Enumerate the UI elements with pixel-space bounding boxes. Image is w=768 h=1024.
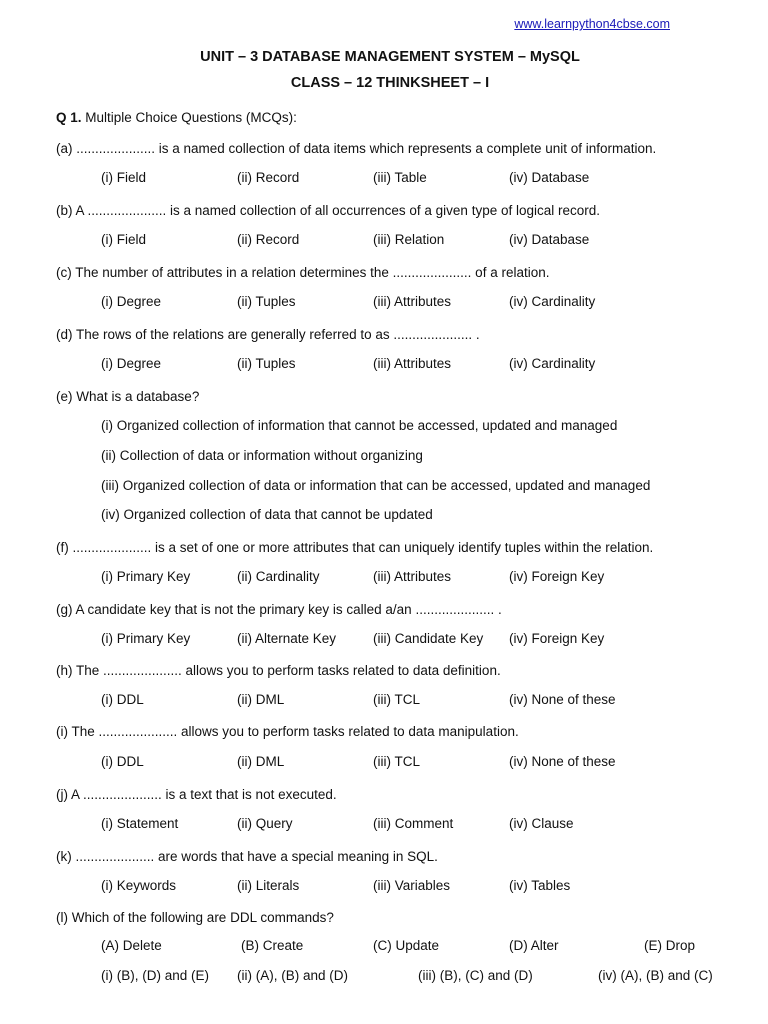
option-l-3: (iii) (B), (C) and (D): [418, 968, 533, 983]
option-h-1: (i) DDL: [101, 692, 144, 707]
option-k-3: (iii) Variables: [373, 878, 451, 893]
option-f-2: (ii) Cardinality: [237, 569, 320, 584]
option-b-4: (iv) Database: [509, 232, 590, 247]
option-g-2: (ii) Alternate Key: [237, 631, 337, 646]
command-b: (B) Create: [241, 938, 304, 953]
option-d-1: (i) Degree: [101, 356, 162, 371]
question-g: (g) A candidate key that is not the primary key is called a/an ..................... .: [56, 602, 502, 617]
option-h-4: (iv) None of these: [509, 692, 616, 707]
q1-label: Q 1.: [56, 110, 82, 125]
question-h: (h) The ..................... allows you to perform tasks related to data definition.: [56, 663, 501, 678]
question-e: (e) What is a database?: [56, 389, 200, 404]
option-j-1: (i) Statement: [101, 816, 179, 831]
page-title: UNIT – 3 DATABASE MANAGEMENT SYSTEM – MySQL: [200, 49, 580, 65]
option-d-4: (iv) Cardinality: [509, 356, 596, 371]
option-d-2: (ii) Tuples: [237, 356, 296, 371]
option-c-1: (i) Degree: [101, 294, 162, 309]
option-j-4: (iv) Clause: [509, 816, 574, 831]
option-b-3: (iii) Relation: [373, 232, 445, 247]
option-g-1: (i) Primary Key: [101, 631, 191, 646]
option-e-1: (i) Organized collection of information that cannot be accessed, updated and managed: [101, 418, 618, 433]
option-f-3: (iii) Attributes: [373, 569, 452, 584]
option-k-2: (ii) Literals: [237, 878, 300, 893]
option-a-4: (iv) Database: [509, 170, 590, 185]
option-e-3: (iii) Organized collection of data or information that can be accessed, updated and managed: [101, 478, 651, 493]
option-a-3: (iii) Table: [373, 170, 427, 185]
option-e-4: (iv) Organized collection of data that cannot be updated: [101, 507, 433, 522]
option-i-3: (iii) TCL: [373, 754, 420, 769]
option-k-1: (i) Keywords: [101, 878, 177, 893]
question-d: (d) The rows of the relations are generally referred to as ..................... .: [56, 327, 480, 342]
option-a-2: (ii) Record: [237, 170, 300, 185]
option-c-4: (iv) Cardinality: [509, 294, 596, 309]
option-c-3: (iii) Attributes: [373, 294, 452, 309]
option-g-3: (iii) Candidate Key: [373, 631, 484, 646]
option-j-3: (iii) Comment: [373, 816, 454, 831]
command-a: (A) Delete: [101, 938, 162, 953]
option-e-2: (ii) Collection of data or information without organizing: [101, 448, 423, 463]
option-l-1: (i) (B), (D) and (E): [101, 968, 209, 983]
option-j-2: (ii) Query: [237, 816, 293, 831]
option-f-4: (iv) Foreign Key: [509, 569, 605, 584]
question-l: (l) Which of the following are DDL commands?: [56, 910, 334, 925]
option-c-2: (ii) Tuples: [237, 294, 296, 309]
option-k-4: (iv) Tables: [509, 878, 571, 893]
question-b: (b) A ..................... is a named collection of all occurrences of a given type of logical record.: [56, 203, 601, 218]
command-c: (C) Update: [373, 938, 440, 953]
website-link[interactable]: www.learnpython4cbse.com: [514, 17, 670, 31]
option-i-4: (iv) None of these: [509, 754, 616, 769]
option-h-2: (ii) DML: [237, 692, 285, 707]
option-a-1: (i) Field: [101, 170, 147, 185]
question-i: (i) The ..................... allows you to perform tasks related to data manipulation.: [56, 724, 519, 739]
option-b-2: (ii) Record: [237, 232, 300, 247]
option-b-1: (i) Field: [101, 232, 147, 247]
option-i-1: (i) DDL: [101, 754, 144, 769]
command-d: (D) Alter: [509, 938, 559, 953]
option-l-2: (ii) (A), (B) and (D): [237, 968, 348, 983]
question-f: (f) ..................... is a set of one or more attributes that can uniquely identify tuples within the relation.: [56, 540, 654, 555]
question-k: (k) ..................... are words that have a special meaning in SQL.: [56, 849, 438, 864]
option-g-4: (iv) Foreign Key: [509, 631, 605, 646]
option-l-4: (iv) (A), (B) and (C): [598, 968, 713, 983]
option-f-1: (i) Primary Key: [101, 569, 191, 584]
q1-heading-text: Multiple Choice Questions (MCQs):: [81, 110, 297, 125]
option-i-2: (ii) DML: [237, 754, 285, 769]
question-j: (j) A ..................... is a text that is not executed.: [56, 787, 337, 802]
question-c: (c) The number of attributes in a relation determines the ..................... of a relation.: [56, 265, 550, 280]
option-d-3: (iii) Attributes: [373, 356, 452, 371]
question-a: (a) ..................... is a named collection of data items which represents a complete unit of information.: [56, 141, 657, 156]
option-h-3: (iii) TCL: [373, 692, 420, 707]
q1-heading: [56, 110, 297, 125]
command-e: (E) Drop: [644, 938, 696, 953]
page-subtitle: CLASS – 12 THINKSHEET – I: [290, 75, 490, 91]
